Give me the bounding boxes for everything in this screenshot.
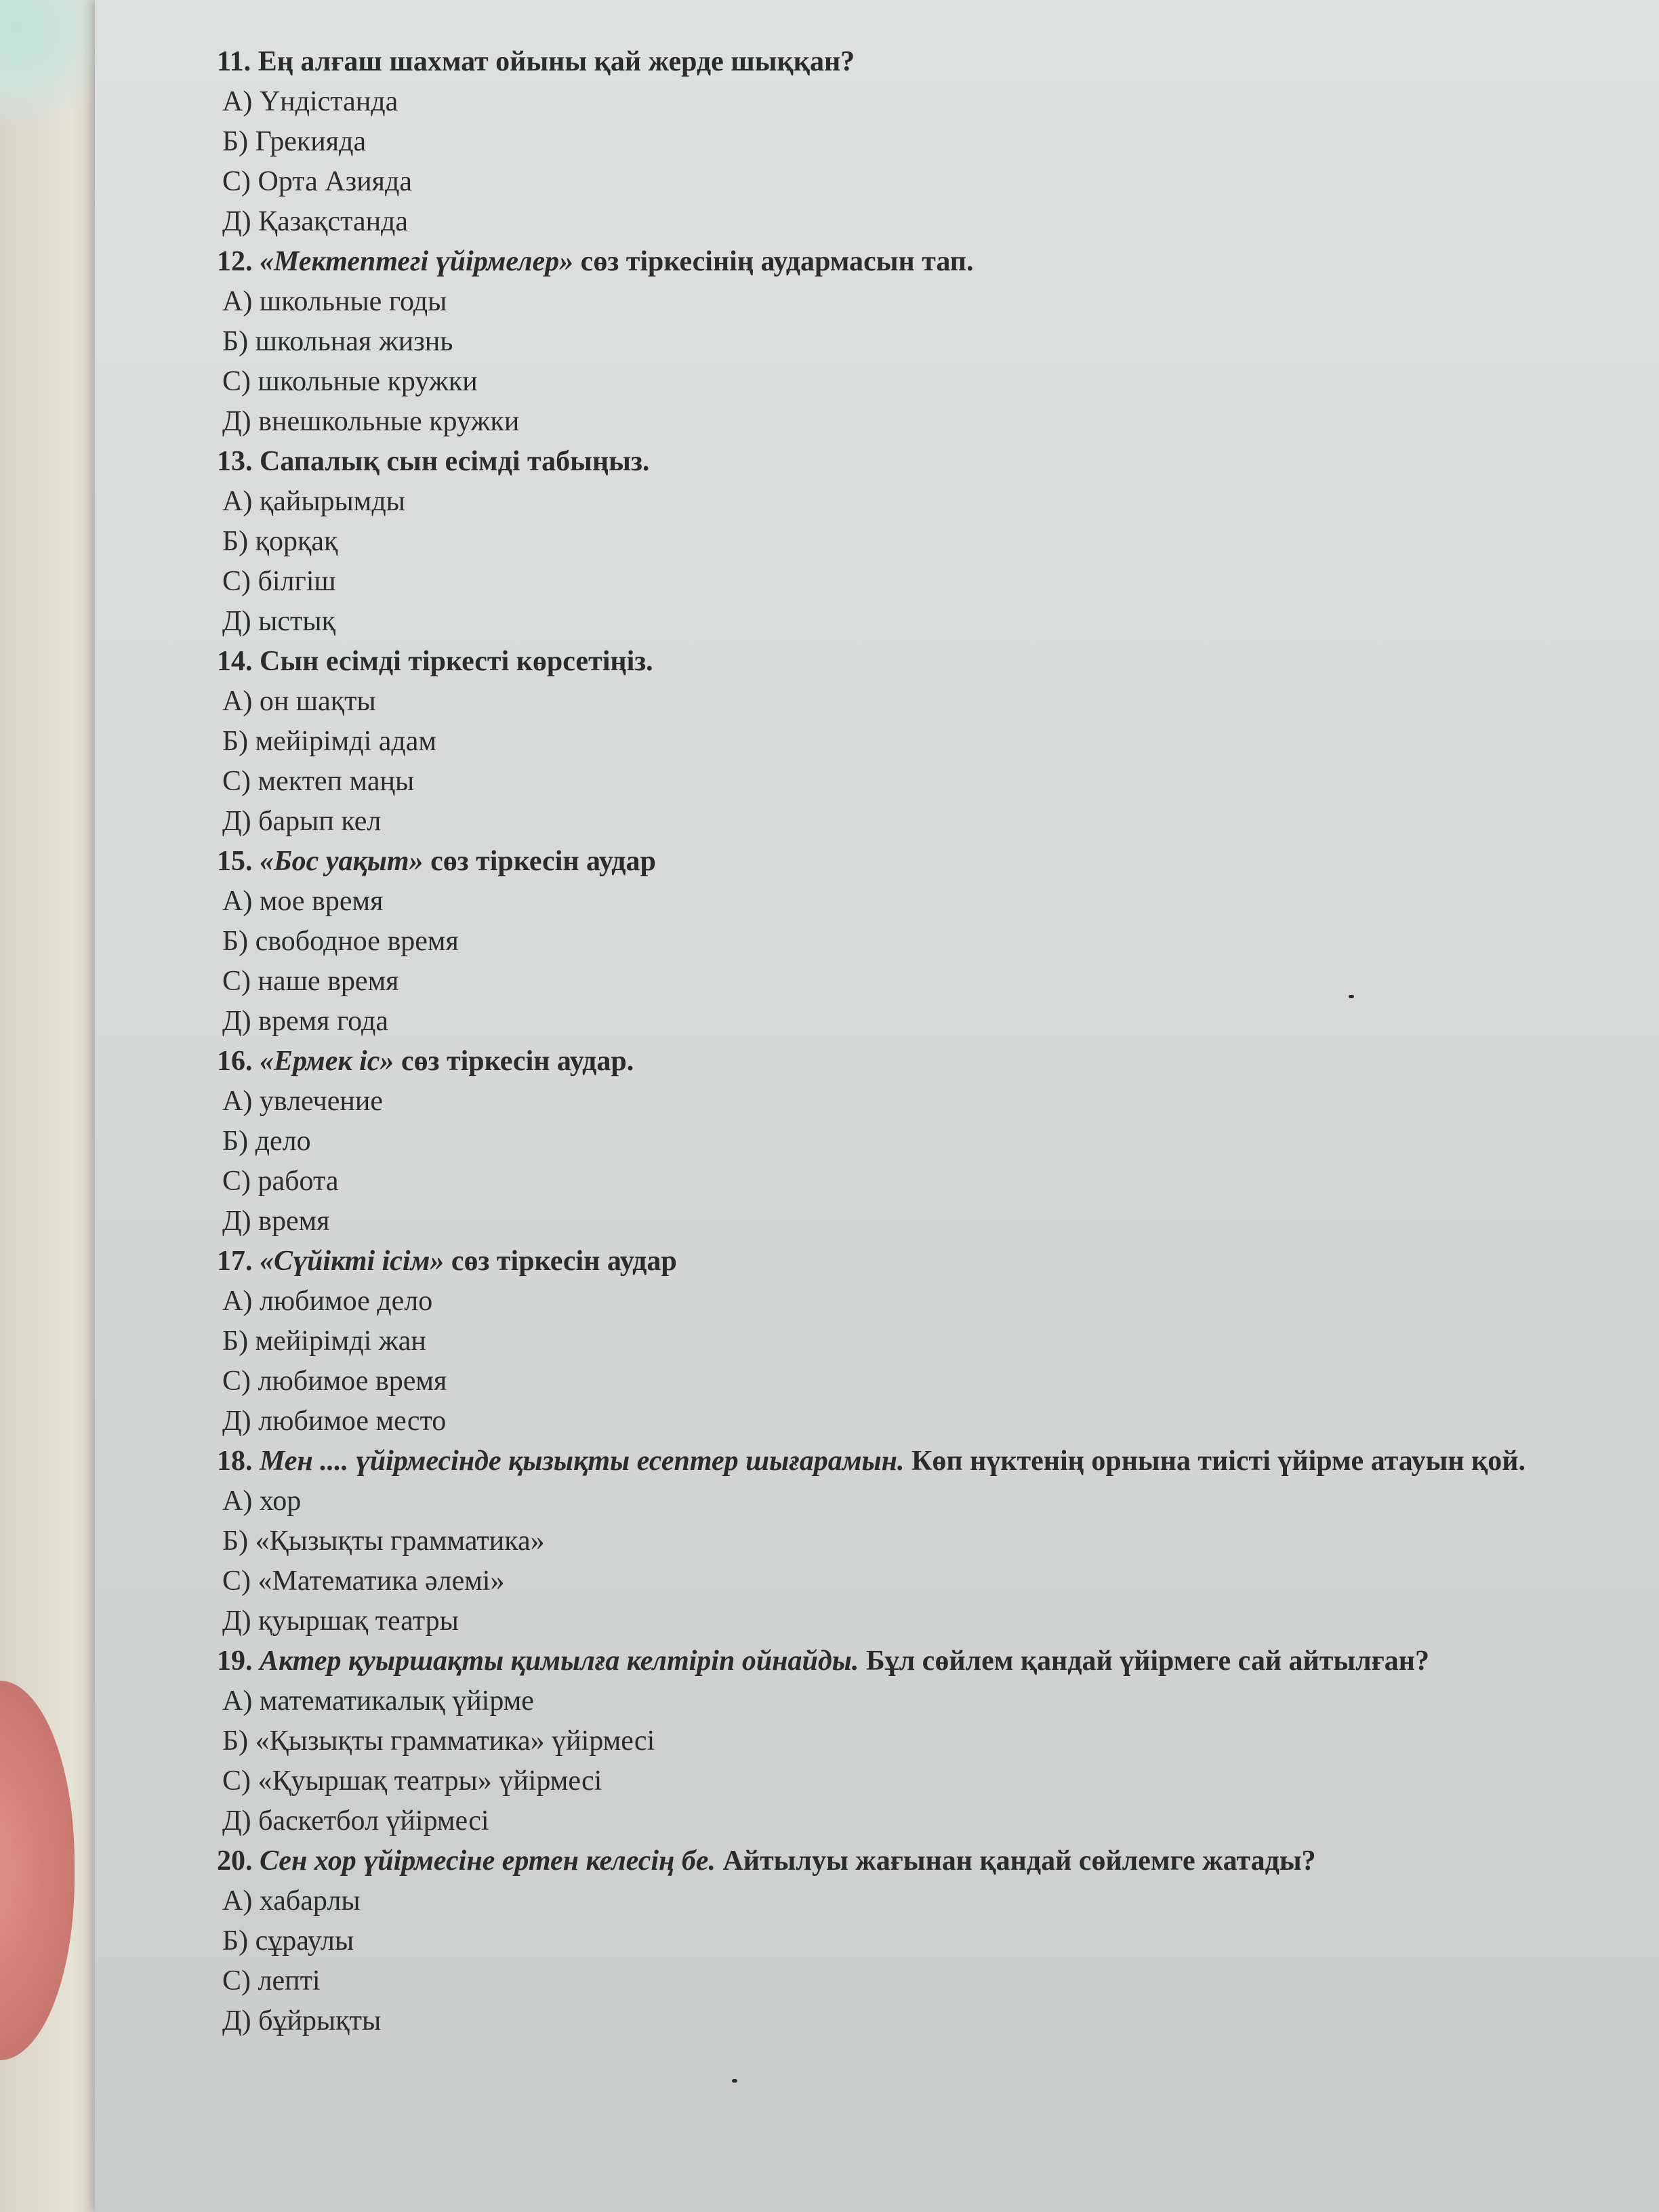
answer-option: Б) мейірімді адам (222, 726, 436, 757)
answer-option: С) школьные кружки (222, 366, 478, 397)
answer-option: А) любимое дело (222, 1286, 433, 1317)
answer-option: А) Үндістанда (222, 86, 398, 117)
question-number: 17. (217, 1246, 253, 1277)
ink-speck (732, 2079, 737, 2083)
answer-option: Б) «Қызықты грамматика» үйірмесі (222, 1725, 655, 1757)
answer-option: С) лепті (222, 1965, 321, 1996)
question-text (217, 442, 1626, 482)
answer-option: Б) қорқақ (222, 526, 338, 557)
answer-option: Д) Қазақстанда (222, 206, 409, 237)
question-text (217, 1841, 1626, 1881)
question-number: 18. (217, 1446, 253, 1477)
answer-option: Б) дело (222, 1126, 311, 1157)
answer-option: Д) ыстық (222, 606, 335, 637)
answer-option: Б) свободное время (222, 926, 459, 957)
answer-option: Д) внешкольные кружки (222, 406, 520, 437)
answer-option: Д) время (222, 1206, 330, 1237)
answer-option: Д) қуыршақ театры (222, 1605, 459, 1637)
answer-option: С) «Қуыршақ театры» үйірмесі (222, 1765, 602, 1797)
question-number: 15. (217, 846, 253, 877)
question-number: 20. (217, 1845, 253, 1877)
answer-option: Д) время года (222, 1006, 388, 1037)
answer-option: Б) Грекияда (222, 126, 367, 157)
question-prompt: Бұл сөйлем қандай үйірмеге сай айтылған? (859, 1645, 1429, 1677)
question-italic-phrase: Сен хор үйірмесіне ертен келесің бе. (260, 1845, 716, 1877)
question-prompt: Сын есімді тіркесті көрсетіңіз. (260, 646, 653, 677)
answer-option: С) любимое время (222, 1366, 447, 1397)
answer-option: Д) баскетбол үйірмесі (222, 1805, 489, 1837)
question-block (217, 442, 1626, 642)
question-block (217, 1042, 1626, 1242)
answer-option: Б) мейірімді жан (222, 1326, 426, 1357)
question-text (217, 642, 1626, 682)
question-text (217, 1441, 1626, 1481)
question-prompt: сөз тіркесін аудар (444, 1246, 677, 1277)
question-block (217, 1441, 1626, 1641)
question-text (217, 242, 1626, 282)
question-block (217, 1841, 1626, 2041)
question-block (217, 1641, 1626, 1841)
answer-option: С) білгіш (222, 566, 336, 597)
question-text (217, 842, 1626, 882)
question-text (217, 1641, 1626, 1681)
question-block (217, 242, 1626, 442)
question-block (217, 642, 1626, 842)
question-number: 12. (217, 246, 253, 277)
question-italic-phrase: «Мектептегі үйірмелер» (260, 246, 574, 277)
answer-option: Д) бұйрықты (222, 2005, 382, 2036)
question-number: 16. (217, 1046, 253, 1077)
question-number: 14. (217, 646, 253, 677)
question-prompt: Сапалық сын есімді табыңыз. (260, 446, 650, 477)
answer-option: А) школьные годы (222, 286, 447, 317)
question-block (217, 1242, 1626, 1441)
question-text (217, 1242, 1626, 1282)
answer-option: С) «Математика әлемі» (222, 1565, 505, 1597)
question-text (217, 42, 1626, 82)
answer-option: А) увлечение (222, 1086, 384, 1117)
answer-option: А) қайырымды (222, 486, 405, 517)
question-block (217, 842, 1626, 1042)
question-number: 13. (217, 446, 253, 477)
answer-option: А) он шақты (222, 686, 376, 717)
question-italic-phrase: Мен .... үйірмесінде қызықты есептер шығарамын. (260, 1446, 905, 1477)
question-number: 19. (217, 1645, 253, 1677)
question-block (217, 42, 1626, 242)
answer-option: С) Орта Азияда (222, 166, 413, 197)
question-italic-phrase: Актер қуыршақты қимылға келтіріп ойнайды. (260, 1645, 859, 1677)
answer-option: А) мое время (222, 886, 384, 917)
answer-option: С) мектеп маңы (222, 766, 415, 797)
question-italic-phrase: «Сүйікті ісім» (260, 1246, 445, 1277)
answer-option: Б) сұраулы (222, 1925, 354, 1957)
answer-option: А) хабарлы (222, 1885, 361, 1917)
question-text (217, 1042, 1626, 1082)
question-number: 11. (217, 46, 251, 77)
question-prompt: Айтылуы жағынан қандай сөйлемге жатады? (715, 1845, 1316, 1877)
answer-option: А) математикалық үйірме (222, 1685, 534, 1717)
answer-option: С) работа (222, 1166, 339, 1197)
answer-option: Б) «Қызықты грамматика» (222, 1525, 545, 1557)
question-italic-phrase: «Бос уақыт» (260, 846, 424, 877)
question-prompt: Көп нүктенің орнына тиісті үйірме атауын қой. (904, 1446, 1526, 1477)
answer-option: А) хор (222, 1486, 302, 1517)
question-prompt: сөз тіркесін аудар (423, 846, 656, 877)
question-prompt: Ең алғаш шахмат ойыны қай жерде шыққан? (258, 46, 855, 77)
question-list (217, 42, 1626, 2041)
answer-option: С) наше время (222, 966, 399, 997)
answer-option: Д) барып кел (222, 806, 382, 837)
question-prompt: сөз тіркесін аудар. (394, 1046, 634, 1077)
question-prompt: сөз тіркесінің аудармасын тап. (573, 246, 974, 277)
question-italic-phrase: «Ермек іс» (260, 1046, 394, 1077)
answer-option: Д) любимое место (222, 1406, 447, 1437)
answer-option: Б) школьная жизнь (222, 326, 453, 357)
